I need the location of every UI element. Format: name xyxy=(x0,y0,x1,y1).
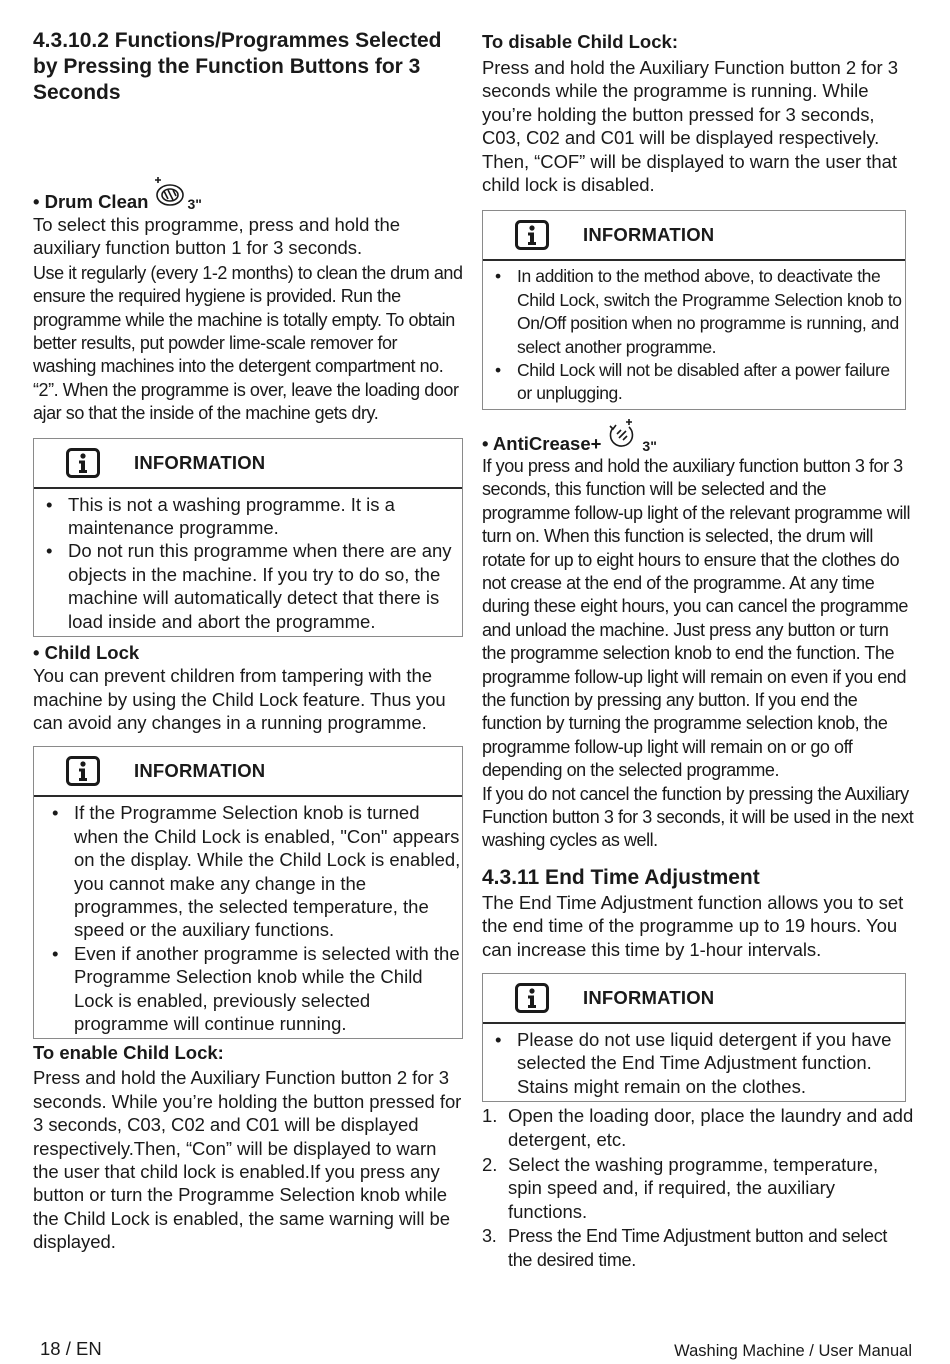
anticrease-seconds: 3" xyxy=(642,437,657,454)
info-box-list xyxy=(483,1024,905,1101)
step-number: 2. xyxy=(482,1154,498,1176)
info-box-title: INFORMATION xyxy=(134,451,266,473)
info-box-end-time xyxy=(482,973,906,1102)
info-box-list xyxy=(483,261,905,408)
info-box-child-lock xyxy=(33,746,463,1039)
child-lock-title: • Child Lock xyxy=(33,642,140,664)
drum-clean-icon xyxy=(152,174,186,213)
right-column xyxy=(482,28,914,1274)
disable-child-lock-paragraph: Press and hold the Auxiliary Function button 2 for 3 seconds while the programme is running. While you’re holding the button pressed for 3 seconds, C03, C02 and C01 will be displayed respectively. Then, “COF” will be displayed to warn the user that child lock is disabled. xyxy=(482,57,898,196)
page-number: 18 / EN xyxy=(40,1338,102,1359)
drum-clean-seconds: 3" xyxy=(187,196,202,212)
step-item xyxy=(482,1153,914,1223)
info-item: • If the Programme Selection knob is turned when the Child Lock is enabled, "Con" appears on the display. While the Child Lock is enabled, you cannot make any change in the programmes, the selected temperature, the speed or the auxiliary functions. xyxy=(46,801,462,941)
disable-child-lock-heading: To disable Child Lock: xyxy=(482,31,678,52)
information-icon xyxy=(66,756,100,786)
information-icon xyxy=(515,983,549,1013)
drum-clean-heading xyxy=(33,174,463,213)
drum-clean-paragraph-1: To select this programme, press and hold the auxiliary function button 1 for 3 seconds. xyxy=(33,214,400,259)
anticrease-paragraph-1: If you press and hold the auxiliary function button 3 for 3 seconds, this function will be selected and the programme follow-up light of the relevant programme will turn on. When this function is selected, the drum will rotate for up to eight hours to ensure that the clothes do not crease at the end of the programme. At any time during these eight hours, you can cancel the programme and unload the machine. Just press any button or turn the programme selection knob to end the function. The programme follow-up light will remain on even if you end the function by pressing any button. If you end the function by turning the programme selection knob, the programme follow-up light will remain on or go off depending on the selected programme. xyxy=(482,455,910,781)
info-box-list xyxy=(34,797,462,1038)
enable-child-lock-heading: To enable Child Lock: xyxy=(33,1042,224,1064)
info-item: • Even if another programme is selected with the Programme Selection knob while the Child Lock is enabled, previously selected programme will continue running. xyxy=(46,942,462,1036)
end-time-steps xyxy=(482,1104,914,1272)
step-number: 3. xyxy=(482,1226,497,1247)
step-item xyxy=(482,1104,914,1151)
end-time-paragraph: The End Time Adjustment function allows you to set the end time of the programme up to 19 hours. You can increase this time by 1-hour intervals. xyxy=(482,891,904,960)
step-text: Press the End Time Adjustment button and select the desired time. xyxy=(508,1226,888,1270)
information-icon xyxy=(66,448,100,478)
enable-child-lock-paragraph: Press and hold the Auxiliary Function button 2 for 3 seconds. While you’re holding the button pressed for 3 seconds, C03, C02 and C01 will be displayed respectively.Then, “Con” will be displayed to warn the user that child lock is enabled.If you press any button or turn the Programme Selection knob while the Child Lock is enabled, the same warning will be displayed. xyxy=(33,1067,462,1253)
section-heading-4-3-10-2: 4.3.10.2 Functions/Programmes Selected by Pressing the Function Buttons for 3 Seconds xyxy=(33,29,442,104)
anticrease-title: • AntiCrease+ xyxy=(482,432,602,454)
anticrease-heading xyxy=(482,416,914,455)
step-number: 1. xyxy=(482,1105,498,1127)
info-item: • In addition to the method above, to deactivate the Child Lock, switch the Programme Selection knob to On/Off position when no programme is running, and select another programme. xyxy=(489,265,905,359)
child-lock-paragraph: You can prevent children from tampering with the machine by using the Child Lock feature. Thus you can avoid any changes in a running programme. xyxy=(33,665,446,733)
info-box-title: INFORMATION xyxy=(583,224,715,246)
child-lock-heading xyxy=(33,641,463,664)
info-box-header xyxy=(34,747,462,797)
left-column xyxy=(33,28,463,1254)
info-item: • This is not a washing programme. It is a maintenance programme. xyxy=(40,493,462,540)
step-text: Open the loading door, place the laundry and add detergent, etc. xyxy=(508,1105,914,1150)
section-heading-4-3-11: 4.3.11 End Time Adjustment xyxy=(482,865,760,889)
drum-clean-paragraph-2: Use it regularly (every 1-2 months) to clean the drum and ensure the required hygiene is provided. Run the programme while the machine is totally empty. To obtain better results, put powder lime-scale remover for washing machines into the detergent compartment no. “2”. When the programme is over, leave the loading door ajar so that the inside of the machine gets dry. xyxy=(33,262,463,424)
info-box-header xyxy=(483,211,905,261)
info-item: • Do not run this programme when there are any objects in the machine. If you try to do so, the machine will automatically detect that there is load inside and abort the programme. xyxy=(40,539,462,633)
info-box-title: INFORMATION xyxy=(134,760,266,782)
info-box-header xyxy=(34,439,462,489)
information-icon xyxy=(515,220,549,250)
anticrease-icon xyxy=(605,416,641,455)
step-text: Select the washing programme, temperature, spin speed and, if required, the auxiliary functions. xyxy=(508,1154,879,1222)
info-box-header xyxy=(483,974,905,1024)
anticrease-paragraph-2: If you do not cancel the function by pressing the Auxiliary Function button 3 for 3 seconds, it will be used in the next washing cycles as well. xyxy=(482,783,914,851)
info-box-title: INFORMATION xyxy=(583,987,715,1008)
info-box-disable xyxy=(482,210,906,409)
info-item: • Please do not use liquid detergent if you have selected the End Time Adjustment function. Stains might remain on the clothes. xyxy=(489,1028,905,1098)
step-item xyxy=(482,1225,914,1272)
info-box-drum-clean xyxy=(33,438,463,637)
info-box-list xyxy=(34,489,462,636)
drum-clean-title: • Drum Clean xyxy=(33,191,149,212)
info-item: • Child Lock will not be disabled after a power failure or unplugging. xyxy=(489,359,905,406)
manual-title: Washing Machine / User Manual xyxy=(674,1342,912,1360)
